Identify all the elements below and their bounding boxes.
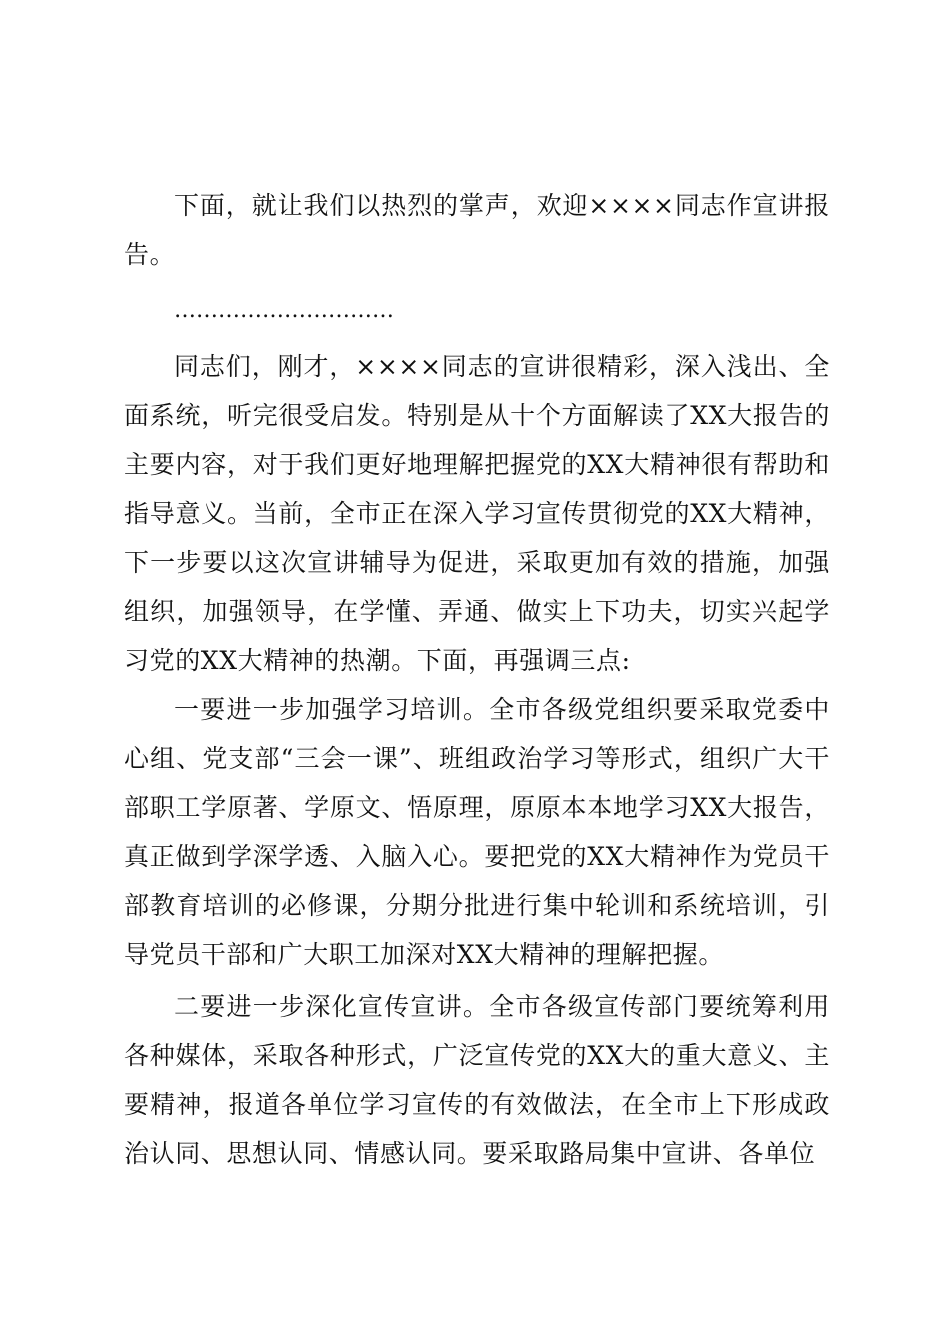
paragraph-point-one: 一要进一步加强学习培训。全市各级党组织要采取党委中心组、党支部“三会一课”、班组政治学习等形式，组织广大干部职工学原著、学原文、悟原理，原原本本地学习XX大报告，真正做到学深学透、入脑入心。要把党的XX大精神作为党员干部教育培训的必修课，分期分批进行集中轮训和系统培训，引导党员干部和广大职工加深对XX大精神的理解把握。 <box>124 695 830 969</box>
document-body <box>124 181 830 1178</box>
paragraph-summary: 同志们，刚才，××××同志的宣讲很精彩，深入浅出、全面系统，听完很受启发。特别是从十个方面解读了XX大报告的主要内容，对于我们更好地理解把握党的XX大精神很有帮助和指导意义。当前，全市正在深入学习宣传贯彻党的XX大精神，下一步要以这次宣讲辅导为促进，采取更加有效的措施，加强组织，加强领导，在学懂、弄通、做实上下功夫，切实兴起学习党的XX大精神的热潮。下面，再强调三点: <box>124 352 830 675</box>
paragraph-welcome: 下面，就让我们以热烈的掌声，欢迎××××同志作宣讲报告。 <box>124 191 830 269</box>
paragraph-point-two: 二要进一步深化宣传宣讲。全市各级宣传部门要统筹利用各种媒体，采取各种形式，广泛宣传党的XX大的重大意义、主要精神，报道各单位学习宣传的有效做法，在全市上下形成政治认同、思想认同、情感认同。要采取路局集中宣讲、各单位 <box>124 992 830 1168</box>
paragraph-ellipsis: ………………………… <box>174 298 394 323</box>
